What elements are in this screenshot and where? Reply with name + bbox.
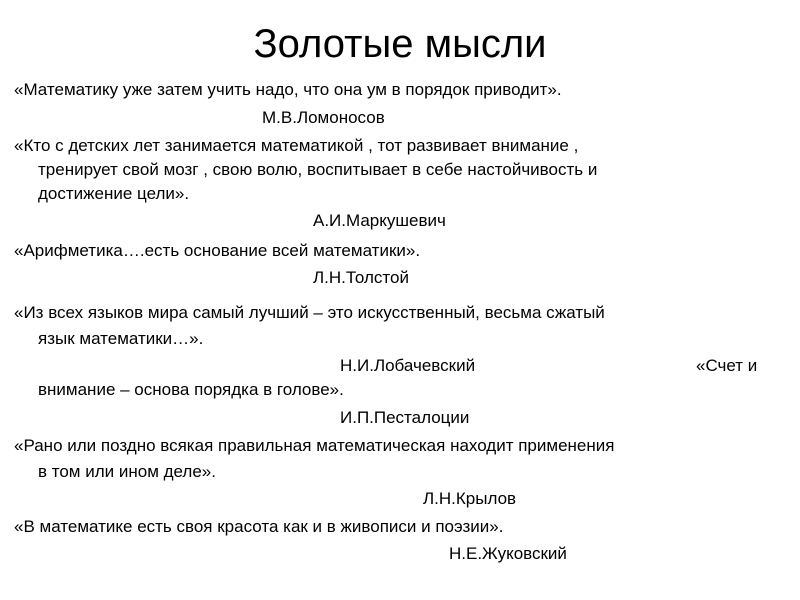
author-pestalozzi: И.П.Песталоции bbox=[340, 408, 470, 427]
author-lomonosov: М.В.Ломоносов bbox=[262, 108, 385, 127]
quote-markushevich-line-1: «Кто с детских лет занимается математикой , тот развивает внимание , bbox=[14, 136, 579, 155]
quote-tolstoy: «Арифметика….есть основание всей математики». bbox=[14, 241, 421, 260]
quote-krylov-line-1: «Рано или поздно всякая правильная математическая находит применения bbox=[14, 436, 615, 455]
author-markushevich: А.И.Маркушевич bbox=[313, 211, 446, 230]
quote-markushevich-line-2: тренирует свой мозг , свою волю, воспитывает в себе настойчивость и bbox=[38, 160, 598, 179]
author-zhukovsky: Н.Е.Жуковский bbox=[449, 544, 567, 563]
quote-pestalozzi-line-2: внимание – основа порядка в голове». bbox=[38, 380, 344, 399]
author-tolstoy: Л.Н.Толстой bbox=[313, 268, 409, 287]
quote-markushevich-line-3: достижение цели». bbox=[38, 184, 190, 203]
quote-zhukovsky: «В математике есть своя красота как и в живописи и поэзии». bbox=[14, 517, 504, 536]
quote-lomonosov: «Математику уже затем учить надо, что она ум в порядок приводит». bbox=[14, 80, 562, 99]
quote-lobachevsky-line-1: «Из всех языков мира самый лучший – это искусственный, весьма сжатый bbox=[14, 303, 605, 322]
quote-pestalozzi-line-1: «Счет и bbox=[696, 356, 758, 375]
quote-krylov-line-2: в том или ином деле». bbox=[38, 462, 216, 481]
author-krylov: Л.Н.Крылов bbox=[423, 489, 517, 508]
author-lobachevsky: Н.И.Лобачевский bbox=[340, 356, 476, 375]
quote-lobachevsky-line-2: язык математики…». bbox=[38, 329, 204, 348]
slide-title: Золотые мысли bbox=[253, 22, 547, 66]
